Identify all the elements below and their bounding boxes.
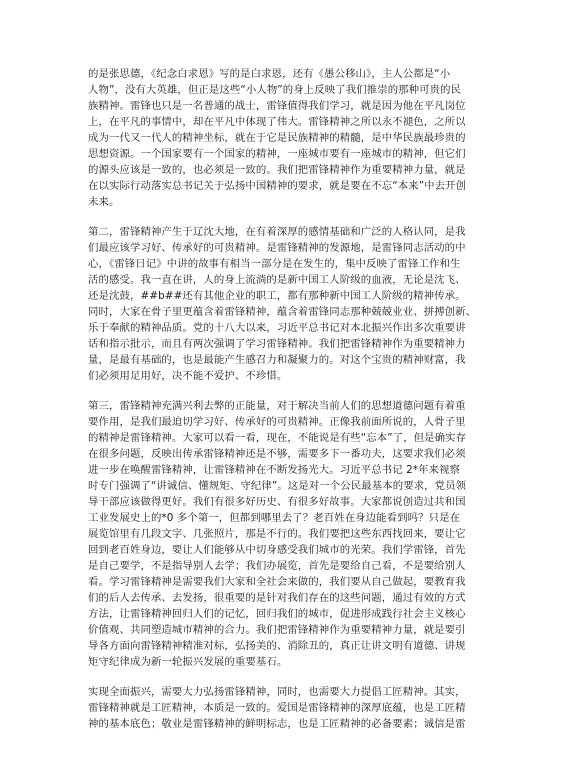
text-line: 人物”，没有大英雄，但正是这些“小人物”的身上反映了我们推崇的那种可贵的民 xyxy=(88,84,462,96)
document-body xyxy=(88,66,500,732)
text-line: 第二，雷锋精神产生于辽沈大地，在有着深厚的感情基础和广泛的人格认同，是我 xyxy=(88,226,466,238)
text-line: 工业发展史上的*0 多个第一，但都到哪里去了？老百姓在身边能看到吗？只是在 xyxy=(88,512,461,524)
text-line: 话和指示批示，而且有两次强调了学习雷锋精神。我们把雷锋精神作为重要精神力 xyxy=(88,338,466,350)
text-line: 价值观、共同塑造城市精神的合力。我们把雷锋精神作为重要精神力量，就是要引 xyxy=(88,624,466,636)
paragraph-4 xyxy=(88,684,500,732)
text-line: 看。学习雷锋精神是需要我们大家和全社会来做的，我们要从自己做起，要教育我 xyxy=(88,576,466,588)
text-line: 雷锋精神就是工匠精神，本质是一致的。爱国是雷锋精神的深厚底蕴，也是工匠精 xyxy=(88,702,466,714)
text-line: 的源头应该是一致的，也必须是一致的。我们把雷锋精神作为重要精神力量，就是 xyxy=(88,164,466,176)
text-line: 神的基本底色；敬业是雷锋精神的鲜明标志，也是工匠精神的必备要素；诚信是雷 xyxy=(88,718,466,730)
paragraph-spacer xyxy=(88,210,500,224)
text-line: 是自己要学，不是指导别人去学；我们办展览，首先是要给自己看，不是要给别人 xyxy=(88,560,466,572)
text-line: 同时，大家在骨子里更蕴含着雷锋精神，蕴含着雷锋同志那种兢兢业业、拼搏创新、 xyxy=(88,306,477,318)
text-line: 们的后人去传承、去发扬，很重要的是针对我们存在的这些问题，通过有效的方式 xyxy=(88,592,466,604)
text-line: 族精神。雷锋也只是一名普通的战士，雷锋值得我们学习，就是因为他在平凡岗位 xyxy=(88,100,466,112)
paragraph-1 xyxy=(88,66,500,210)
text-line: 第三，雷锋精神充满兴利去弊的正能量，对于解决当前人们的思想道德问题有着重 xyxy=(88,400,466,412)
text-line: 们必须用足用好，决不能不爱护、不珍惜。 xyxy=(88,370,288,382)
text-line: 活的感受。我一直在讲，人的身上流淌的是新中国工人阶级的血液，无论是沈飞、 xyxy=(88,274,466,286)
text-line: 要作用，是我们最迫切学习好、传承好的可贵精神。正像我前面所说的，人骨子里 xyxy=(88,416,466,428)
text-line: 还是沈鼓，##b##还有其他企业的职工，都有那种新中国工人阶级的精神传承。 xyxy=(88,290,466,302)
text-line: 的精神是雷锋精神。大家可以看一看，现在，不能说是有些“忘本”了，但是确实存 xyxy=(88,432,467,444)
text-line: 导干部应该做得更好。我们有很多好历史、有很多好故事。大家都说创造过共和国 xyxy=(88,496,466,508)
paragraph-2 xyxy=(88,224,500,384)
text-line: 上，在平凡的事情中，却在平凡中体现了伟大。雷锋精神之所以永不褪色，之所以 xyxy=(88,116,466,128)
text-line: 时专门强调了“讲诚信、懂规矩、守纪律”。这是对一个公民最基本的要求，党员领 xyxy=(88,480,467,492)
text-line: 回到老百姓身边，要让人们能够从中切身感受我们城市的光荣。我们学雷锋，首先 xyxy=(88,544,466,556)
text-line: 在很多问题，反映出传承雷锋精神还是不够，需要多下一番功夫，这要求我们必须 xyxy=(88,448,466,460)
text-line: 成为一代又一代人的精神坐标，就在于它是民族精神的精髓，是中华民族最珍贵的 xyxy=(88,132,466,144)
text-line: 乐于奉献的精神品质。党的十八大以来，习近平总书记对本北振兴作出多次重要讲 xyxy=(88,322,466,334)
text-line: 方法，让雷锋精神回归人们的记忆，回归我们的城市，促进形成践行社会主义核心 xyxy=(88,608,466,620)
text-line: 进一步在唤醒雷锋精神，让雷锋精神在不断发扬光大。习近平总书记 2*年来视察 xyxy=(88,464,461,476)
text-line: 思想资源。一个国家要有一个国家的精神，一座城市要有一座城市的精神，但它们 xyxy=(88,148,466,160)
text-line: 展览馆里有几段文字、几张照片，那是不行的。我们要把这些东西找回来，要让它 xyxy=(88,528,466,540)
text-line: 的是张思德，《纪念白求恩》写的是白求恩，还有《愚公移山》，主人公都是“小 xyxy=(88,68,451,80)
text-line: 心，《雷锋日记》中讲的故事有相当一部分是在发生的，集中反映了雷锋工作和生 xyxy=(88,258,461,270)
text-line: 在以实际行动落实总书记关于弘扬中国精神的要求，就是要在不忘“本来”中去开创 xyxy=(88,180,467,192)
text-line: 们最应该学习好、传承好的可贵精神。是雷锋精神的发源地，是雷锋同志活动的中 xyxy=(88,242,466,254)
text-line: 导各方面向雷锋精神精准对标，弘扬美的、消除丑的，真正让讲文明有道德、讲规 xyxy=(88,640,466,652)
text-line: 实现全面振兴，需要大力弘扬雷锋精神，同时，也需要大力提倡工匠精神。其实， xyxy=(88,686,466,698)
text-line: 量，是最有基础的，也是最能产生感召力和凝聚力的。对这个宝贵的精神财富，我 xyxy=(88,354,466,366)
paragraph-spacer xyxy=(88,670,500,684)
paragraph-3 xyxy=(88,398,500,670)
text-line: 矩守纪律成为新一轮振兴发展的重要基石。 xyxy=(88,656,288,668)
text-line: 未来。 xyxy=(88,196,120,208)
paragraph-spacer xyxy=(88,384,500,398)
